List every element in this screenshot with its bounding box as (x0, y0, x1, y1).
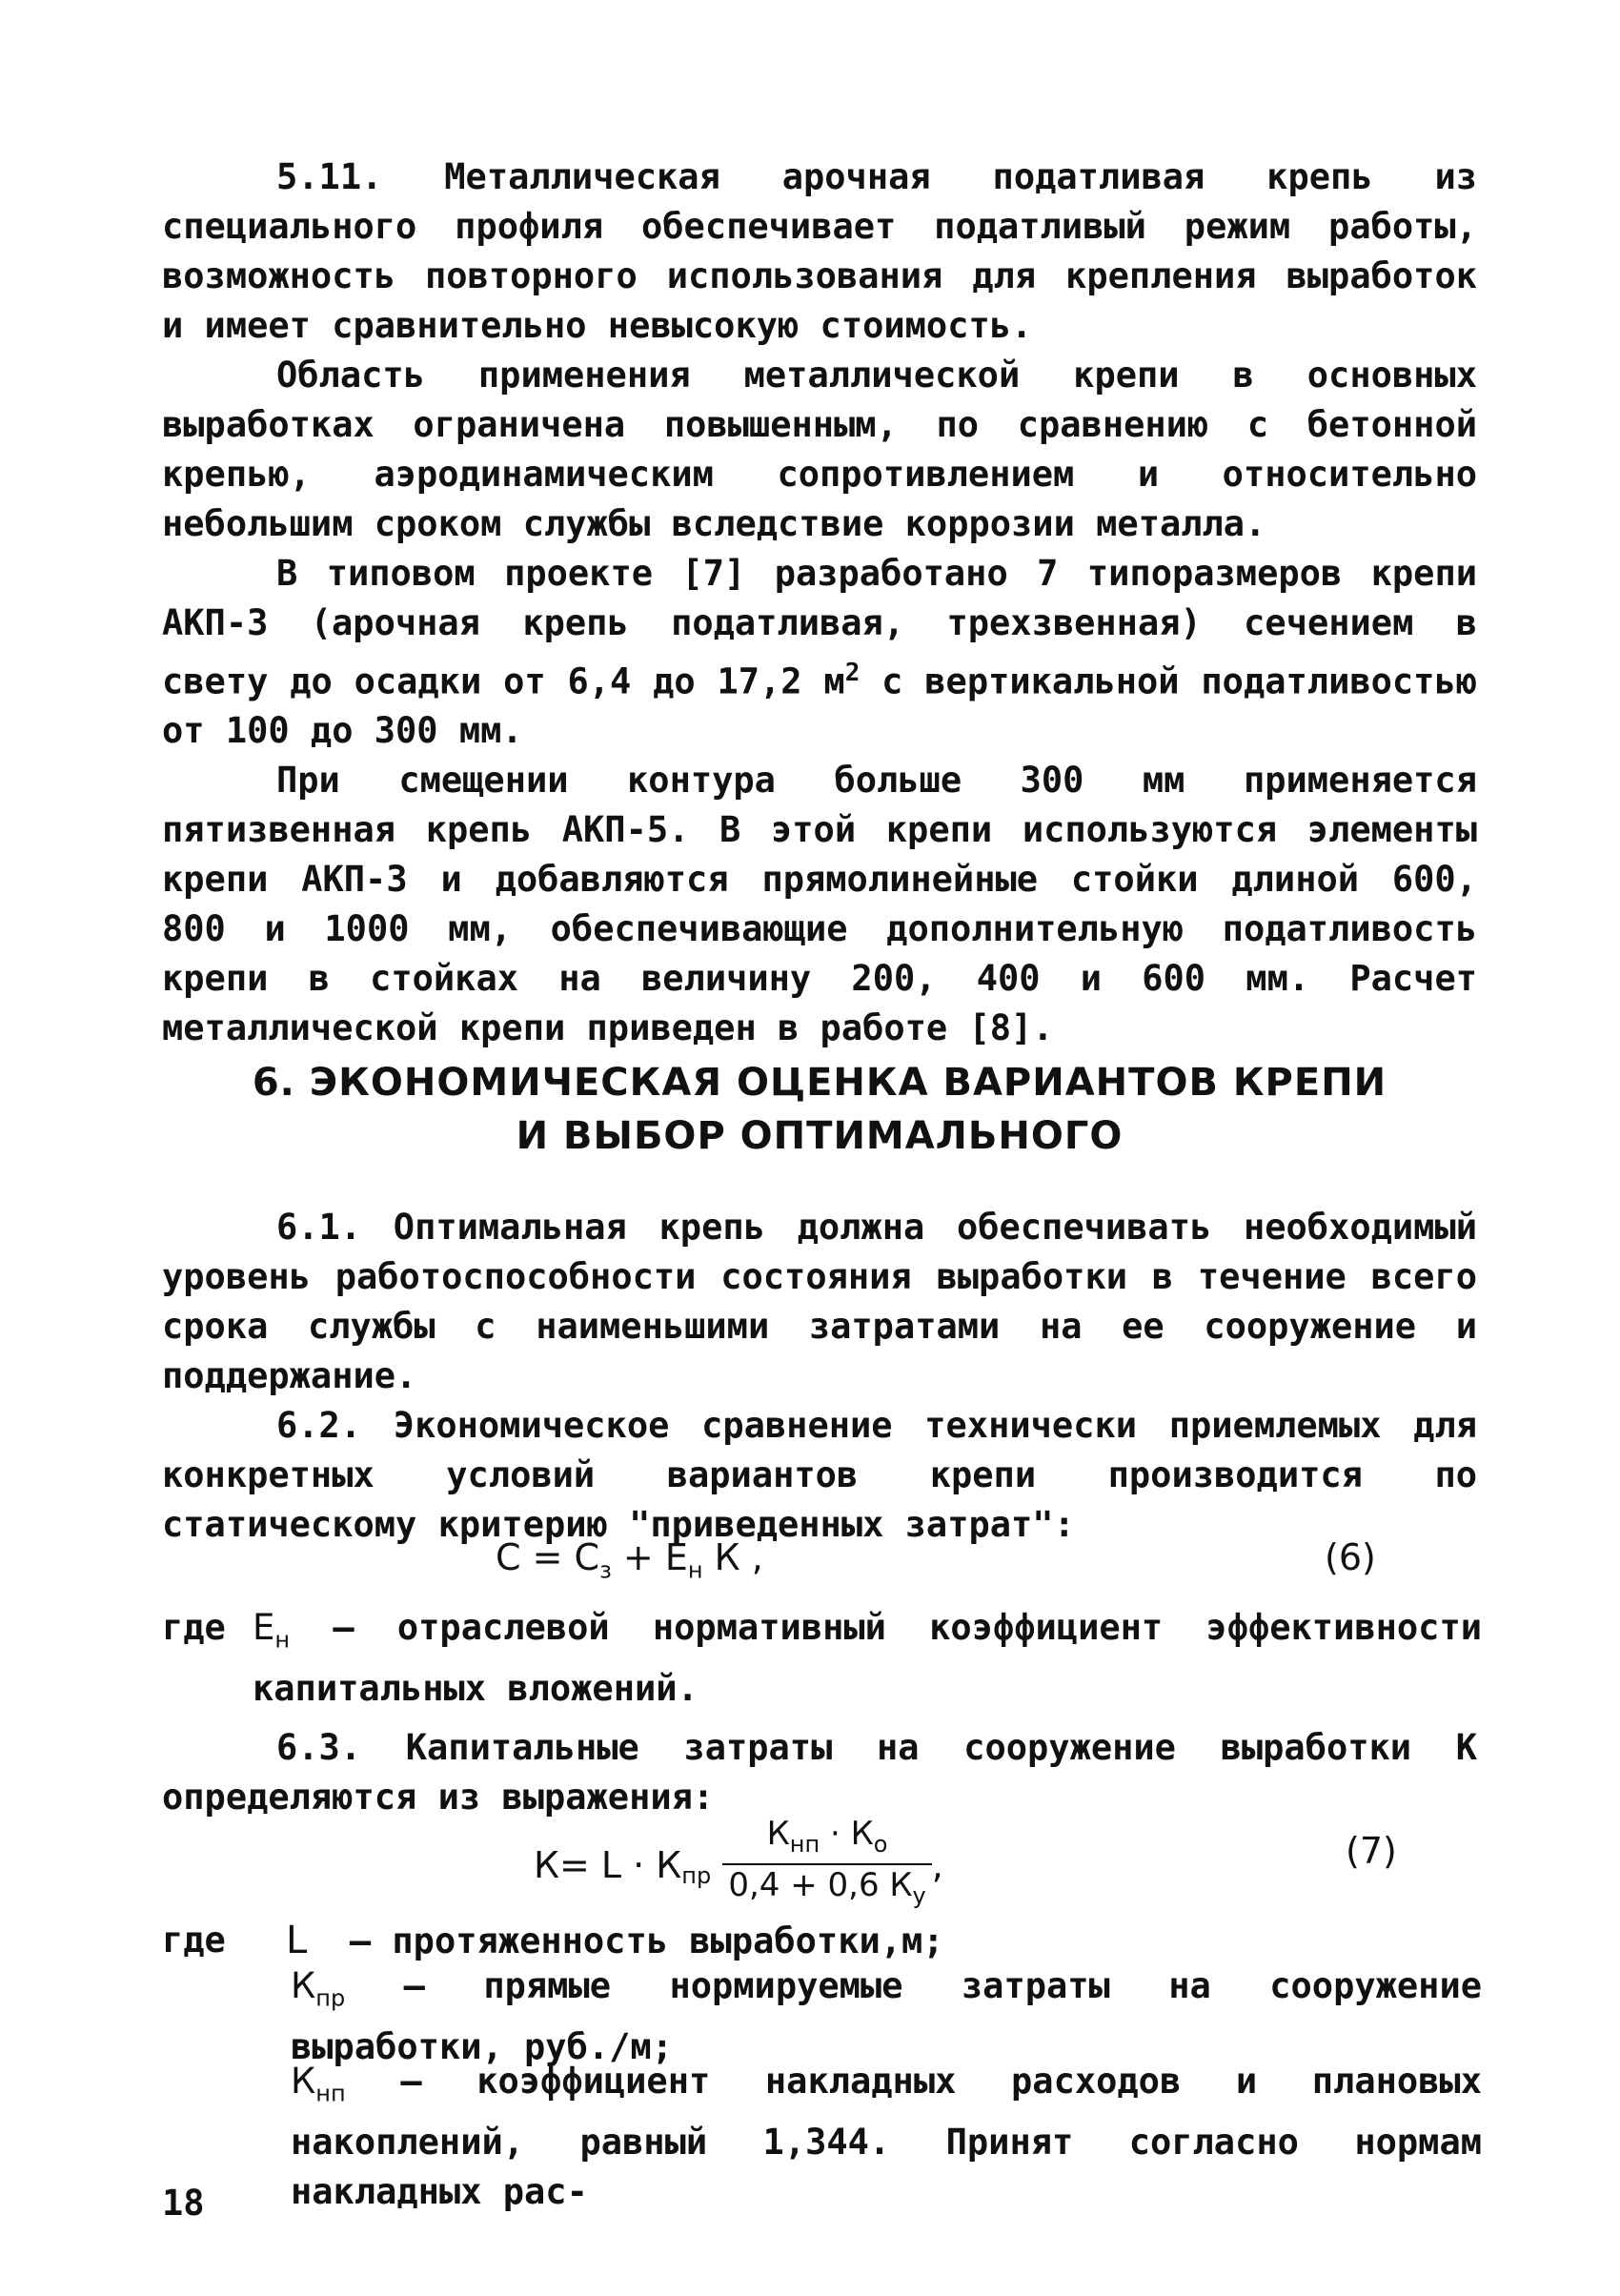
formula-7-lhs: К= L · К (534, 1843, 682, 1886)
where-7-Kpr-text: – прямые нормируемые затраты на сооружение выработки, руб./м; (291, 1965, 1482, 2068)
where-7-Kpr (291, 1961, 1482, 2072)
heading-line-1: 6. ЭКОНОМИЧЕСКАЯ ОЦЕНКА ВАРИАНТОВ КРЕПИ (252, 1061, 1387, 1105)
formula-7-num-b-sub: о (873, 1830, 888, 1858)
where-7-L (286, 1916, 1482, 1966)
where-6-symbol-sub: н (274, 1626, 291, 1654)
formula-6-k: К , (702, 1536, 763, 1578)
formula-7-num-a: К (766, 1815, 790, 1853)
formula-7-den-sub: у (912, 1881, 926, 1909)
where-6-definition (253, 1603, 1482, 1714)
paragraph-6-3: 6.3. Капитальные затраты на сооружение выработки К определяются из выражения: (162, 1727, 1477, 1818)
typical-project-text-b: с вертикальной податливостью от 100 до 300 мм. (162, 660, 1477, 752)
where-7-Knp-symbol: К (291, 2061, 316, 2102)
where-6-symbol: Е (253, 1607, 275, 1648)
where-label-7: где (162, 1920, 226, 1961)
paragraph-5-11: 5.11. Металлическая арочная податливая крепь из специального профиля обеспечивает податливый режим работы, возможность повторного использования для крепления выработок и имеет сравнительно невысокую стоимость. (162, 156, 1477, 346)
section-5-text (162, 152, 1477, 1053)
formula-6-sub-z: з (599, 1556, 612, 1584)
formula-6-sub-n: н (687, 1556, 703, 1584)
section-6-text (162, 1203, 1477, 1550)
formula-7 (534, 1815, 943, 1916)
heading-line-2: И ВЫБОР ОПТИМАЛЬНОГО (516, 1114, 1124, 1158)
page-number: 18 (162, 2183, 205, 2224)
typical-project-text-a: В типовом проекте [7] разработано 7 типоразмеров крепи АКП-3 (арочная крепь податливая, трехзвенная) сечением в свету до осадки от 6,4 до 17,2 м (162, 553, 1477, 702)
paragraph-6-1: 6.1. Оптимальная крепь должна обеспечивать необходимый уровень работоспособности состояния выработки в течение всего срока службы с наименьшими затратами на ее сооружение и поддержание. (162, 1207, 1477, 1396)
formula-6 (496, 1536, 763, 1584)
where-7-L-symbol: L (286, 1919, 308, 1962)
formula-7-fraction (722, 1815, 931, 1916)
where-7-Kpr-symbol: К (291, 1965, 316, 2006)
formula-7-numerator (722, 1815, 931, 1865)
formula-6-lhs: С = С (496, 1536, 600, 1578)
formula-7-num-dot: · К (820, 1815, 874, 1853)
formula-7-num-a-sub: нп (789, 1830, 820, 1858)
paragraph-displacement: При смещении контура больше 300 мм применяется пятизвенная крепь АКП-5. В этой крепи используются элементы крепи АКП-3 и добавляются прямолинейные стойки длиной 600, 800 и 1000 мм, обеспечивающие дополнительную податливость крепи в стойках на величину 200, 400 и 600 мм. Расчет металлической крепи приведен в работе [8]. (162, 760, 1477, 1049)
paragraph-scope: Область применения металлической крепи в основных выработках ограничена повышенным, по сравнению с бетонной крепью, аэродинамическим сопротивлением и относительно небольшим сроком службы вследствие коррозии металла. (162, 355, 1477, 544)
where-7-Knp-text: – коэффициент накладных расходов и плановых накоплений, равный 1,344. Принят согласно нормам накладных рас- (291, 2061, 1482, 2213)
where-7-Knp-sub: нп (315, 2080, 346, 2107)
formula-7-lhs-sub: пр (681, 1861, 712, 1889)
typical-project-sup: 2 (844, 659, 861, 687)
where-7-Kpr-sub: пр (315, 1984, 346, 2012)
section-6-3-text (162, 1723, 1477, 1822)
where-7-L-text: – протяженность выработки,м; (349, 1920, 944, 1961)
equation-number-6: (6) (1325, 1536, 1376, 1578)
paragraph-6-2: 6.2. Экономическое сравнение технически приемлемых для конкретных условий вариантов крепи производится по статическому критерию "приведенных затрат": (162, 1405, 1477, 1545)
formula-6-plus-e: + Е (611, 1536, 688, 1578)
paragraph-typical-project (162, 549, 1477, 756)
equation-number-7: (7) (1346, 1830, 1397, 1872)
where-6-text: – отраслевой нормативный коэффициент эффективности капитальных вложений. (253, 1607, 1483, 1710)
where-7-Knp (291, 2057, 1482, 2217)
where-label-6: где (162, 1607, 226, 1648)
section-6-heading (162, 1056, 1477, 1163)
formula-7-denominator (722, 1865, 931, 1916)
formula-7-den: 0,4 + 0,6 К (728, 1865, 913, 1904)
formula-7-comma: , (931, 1843, 943, 1886)
